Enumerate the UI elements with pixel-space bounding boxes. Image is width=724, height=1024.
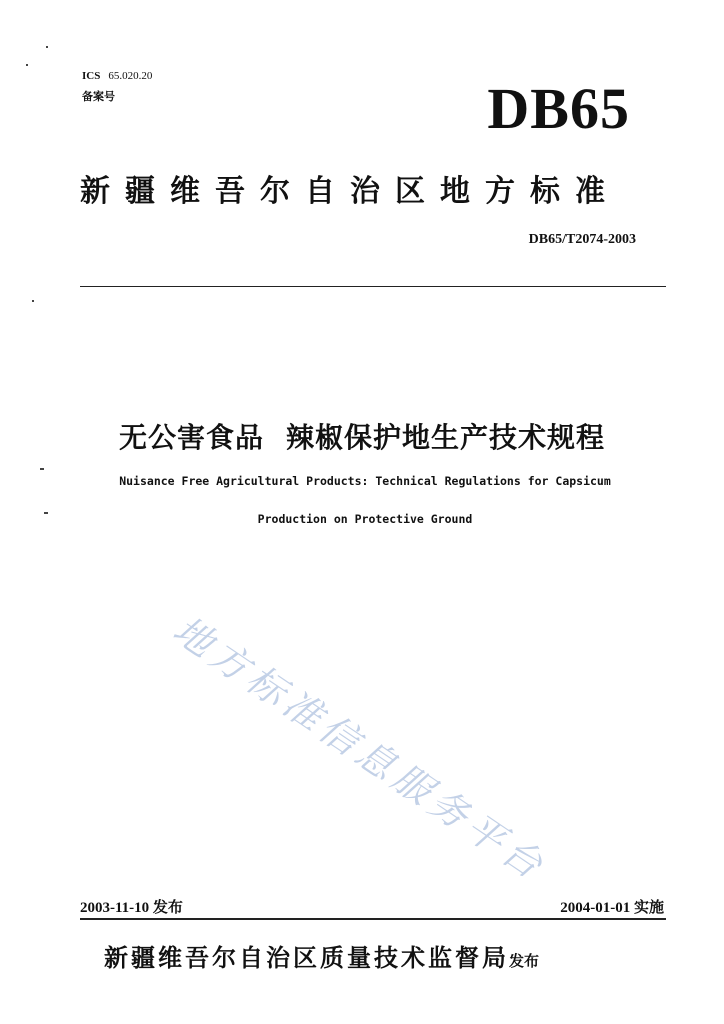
scan-speck — [40, 468, 44, 470]
ics-code: 65.020.20 — [108, 70, 153, 82]
scan-speck — [32, 300, 34, 302]
document-title-en-line1: Nuisance Free Agricultural Products: Technical Regulations for Capsicum — [119, 474, 611, 488]
publisher-name: 新疆维吾尔自治区质量技术监督局 — [104, 944, 509, 972]
watermark: 地方标准信息服务平台 — [165, 607, 555, 890]
region-standard-title: 新疆维吾尔自治区地方标准 — [80, 174, 620, 209]
issue-date: 2003-11-10 发布 — [80, 900, 183, 916]
publish-label: 发布 — [509, 952, 540, 970]
footer-divider — [80, 918, 666, 920]
scan-speck — [26, 64, 28, 66]
title-cn-part2: 辣椒保护地生产技术规程 — [286, 421, 606, 454]
record-number-label: 备案号 — [82, 90, 115, 103]
scan-speck — [46, 46, 48, 48]
document-title-en-line2: Production on Protective Ground — [257, 512, 473, 526]
standard-mark: DB65 — [487, 76, 630, 141]
implementation-date: 2004-01-01 实施 — [560, 900, 664, 916]
document-title-cn — [0, 416, 724, 456]
standard-number: DB65/T2074-2003 — [528, 232, 636, 247]
ics-label: ICS — [82, 70, 101, 82]
title-cn-part1: 无公害食品 — [118, 421, 264, 454]
header-divider — [80, 286, 666, 287]
publisher — [104, 938, 539, 973]
ics-line — [82, 70, 152, 82]
